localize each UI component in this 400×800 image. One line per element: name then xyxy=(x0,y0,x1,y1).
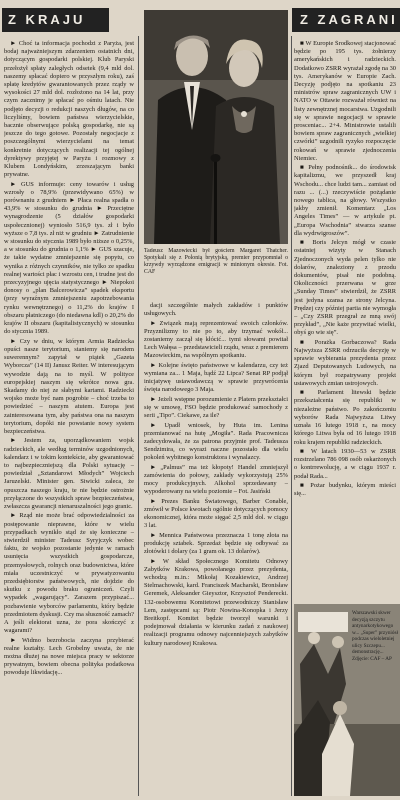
news-item: ► Czy w dniu, w którym Armia Radziecka opuści nasze terytorium, staniemy się narodem suwerennym? zapytał w piątek „Gazeta Wyborcza” (14 II) Janusz Reiter. W interesującym wywodzie dają na to myśl. W polityce europejskiej naszym się wkrótce nowa gra. Skadamy do niej ze słabymi kartami. Radziecki wojsko może być nam pogrobie – choć trzeba to powiedzieć – naszym atutem. Europa jest zainteresowana tym, aby państwa ona na naszym terytorium, dopóki nie powstanie nowy system bezpieczeństwa. xyxy=(4,337,134,435)
photo-caption: Warszawski skwer decyzją szczytu antynarkotykowego w... „Super” przyniósł podczas wieloletniej ulicy Szczepu... demonstrację... Zdjęcie: CAF – AP xyxy=(352,610,398,662)
news-item: ■ Pełny podnośnik... do środowisk kapitalizmu, we przyszedł kraj Wschodu... chce ludzi tam... zamiast od razu ... (...) rzeczywiście pożądanie nowego tablica, na głowy. Wszystko jakby zmienił. Komentarz „Los Angeles Times” — w artykule pt. „Europa Wschodnia” stwarza szanse dla wydrwigroszów”. xyxy=(294,164,396,237)
news-item: ► Upadł wniosek, by Huta im. Lenina przemianować na hutę „Mogiła”. Rada Pracownicza zadecydowała, że za patrona przyjmie prof. Tadeusza Sendzimira, co wyrazi naczne pozostało dla wielu pokoleń wybitnego konstruktora i wynalazcy. xyxy=(144,421,288,462)
mazowiecki-thatcher-photo xyxy=(144,10,288,244)
news-item: ■ W latach 1930—53 w ZSRR rozstrzelano 786 098 osób oskarżonych o kontrrewolucję, a w ciągu 1937 r. podał Rada... xyxy=(294,447,396,480)
section-heading-foreign: Z ZAGRANI xyxy=(292,8,400,32)
news-item: ► Rząd nie może brać odpowiedzialności za postępowanie nieprawne, które w wielu przypadkach wynikło stąd że się konieczne – stwierdził minister Tadeusz Syryjczyk wobec faktu, że wojsko pozostanie jedynie w ramach usunięcia wszystkich gospodarcze, przemysłowych, rolnych oraz budownictwa, które miała uczestniczyć w prywatyzowaniu przedsiębiorstw państwowych, nie dojdzie do skutku z powodu braku ograniczeń. Czyli wypadek „wagarujący”. Zarazem przypiszać... pozbawienie wyborców parlamentu, który będzie przedmiotem dyskusji. Czy ma słuszność zamach? A jeśli elektorat uzna, że pora skończyć z wagarami? xyxy=(4,512,134,635)
domestic-news-column xyxy=(4,40,134,796)
news-item: ► Mennica Państwowa przeznacza 1 tonę złota na produkcję sztabek. Sprzedaż będzie się odbywać za złotówki i dolary (za 1 gram ok. 13 dolarów). xyxy=(144,531,288,556)
news-item: ► „Palmus” ma też kłopoty! Handel zmniejszył zamówienia do połowy, zakłady wykorzystują 25% mocy produkcyjnych. Alkohol sprzedawany – wypoderowany na wielu poziomie – Fot. Jasiński xyxy=(144,463,288,496)
foreign-news-column xyxy=(294,40,396,600)
news-item: ► Kolejne święto państwowe w kalendarzu, czy też wymiana za... 1 Maja, bądź 22 Lipca? Senat RP podjął inicjatywę ustawodawczą w sprawie przywrócenia święta narodowego 3 Maja. xyxy=(144,361,288,394)
news-item: ► Związek mają reprezentować swoich członków. Przyznilizmy to nie po to, aby trzymać wokół... zostaniemy zaczął się kłócić... tymi słowami powitał Lech Wałęsa – przedstawicieli rządu, wraz z premierem Mazowieckim, na wspólnym spotkaniu. xyxy=(144,319,288,360)
news-item: ► Choć ta informacja pochodzi z Paryża, jest bodaj najważniejszym zdarzeniem ostatnich dni, dotyczącym gospodarki polskiej. Klub Paryski przełożył spłaty zaległych odsetek (9,4 mld dol. naszemy spłacać dopiero w przyszłym roku), zaś spłatę kredytów gwarantowanych przez rządy w wysokości 27 mld dol. rozłożono na 14 lat, przy czym zacznimy je spłacać po ośmiu latach. Nie podjęto decyzji o redukcji naszych długów, na co liczyliśmy, bowiem państwa wierzycielskie, bacznie obserwujące polską gospodarkę, nie są jeszcze do tego gotowe. Pozostały negocjacje z poszczególnymi wierzycielami na temat konkretnie dotyczących realizacji tej ogólnej dyrektywy przyjętej w Paryżu i rozmowy z Klubem Londyńskim, zrzeszającym banki prywatne. xyxy=(4,40,134,179)
news-item: ► W skład Społecznego Komitetu Odnowy Zabytków Krakowa, powołanego przez prezydenta, wchodzą m.in.: Mikołaj Kozakiewicz, Andrzej Stelmachowski, kard. Franciszek Macharski, Bronisław Geremek, Aleksander Gieysztor, Krzysztof Penderecki. 132-osobowemu Komitetowi przewodniczy Stanisław Lem, zastępcami są: Piotr Nowina-Konopka i Jerzy Breitkopf. Komitet będzie tworzył warunki i podejmował działania w kierunku zadań z naukowej realizacji programu odnowy najcenniejszych zabytków kultury narodowej Krakowa. xyxy=(144,557,288,647)
news-item: dacji szczególnie małych zakładów i punktów usługowych. xyxy=(144,302,288,318)
section-heading-domestic: Z KRAJU xyxy=(2,8,109,32)
news-item: ■ Boris Jelcyn mógł w czasie ostatniej wizyty w Stanach Zjednoczonych wyda pelen tylko nie dolarów, znaleziony z przodu dokumentów, pisał nie podobną. Okoliczności przerwana w grze „Sunday Times” stwierdził, że ZSRR jest jedyna szansa ze strony Jelcyna. Prędzej czy później partia nie wymogła – „Czy ZSRR przegrał ze mną swój przykład”, „Nie każe przywitać wielki, obyś go wie się”. xyxy=(294,239,396,337)
news-item: ■ Porażka Gorbaczowa? Rada Najwyższa ZSRR odrzuciła decyzję w sprawie wybierania prezydenta przez Zjazd Deputowanych Ludowych, na którym był rozpatrywany projekt ustawowych zmian ustrojowych. xyxy=(294,338,396,387)
news-item: ■ Parlament litewski będzie przekształcenia się republiki w niezależne państwo. Po zakończeniu wyborów Rada Najwyższa Litwy uznała 16 lutego 1918 r., na mocy którego Litwa była od 16 lutego 1918 roku krajem republiki radzieckich. xyxy=(294,389,396,446)
news-item: ■ W Europie Środkowej stacjonować będzie po 195 tys. żołnierzy amerykańskich i radzieckich. Dodatkowo ZSRR wyrażał zgodę na 30 tys. Amerykanów w Europie Zach. Decyzję podjęto na spotkaniu 23 ministrów spraw zagranicznych UW i NATO w Ottawie rozważał również na listy zewnętrznej mocarstwa. Uzgodnili się w sprawie negocjacji w sprawie prosceniac... 2+4. Ministrowie ustalili bowiem spraw zagranicznych „wielkiej czwórki” uzgodnili ryzyko rozpoczęcie rokowań w sprawie zjednoczenia Niemiec. xyxy=(294,40,396,162)
column-divider xyxy=(138,36,139,796)
news-item: ■ Pożar budynku, którym mieści się... xyxy=(294,481,396,498)
column-divider xyxy=(291,36,292,796)
news-item: ► Jeżeli wstępne porozumienie z Platem przekształci się w umowę, FSO będzie produkować samochody z serii „Tipo”. Ciekawe, za ile? xyxy=(144,395,288,420)
domestic-news-column-2 xyxy=(144,302,288,796)
photo-caption: Tadeusz Mazowiecki był gościem Margaret Thatcher. Spotykali się z Polonią brytyjską, premier przypomniał o krzywdy wyrządzone emigracji w minionym okresie. Fot. CAF xyxy=(144,248,288,275)
news-item: ► Prezes Banku Światowego, Barber Conable, zmówił w Polsce kwotach ogólnie dotyczących pomocy ekonomicznej, która może sięgać 2,5 mld dol. w ciągu 3 lat. xyxy=(144,497,288,530)
news-item: ► Jestem za, uporządkowaniem wojsk radzieckich, ale według terminów uzgodnionych, kalendarz i w tokim kontekście, aby gwarantować to najbezpieczniejszą dla Polski sytuację – powiedział „Sztandarowi Młodych” Wojciech Jaruzelski. Minister gen. Siwicki zaleca, że opuszcza naszego kraju, te nie będzie ostrożnie przyłączone do wszystkich spraw bezpieczeństwa, zwłaszcza gwarancji nienaruszalności jego granic. xyxy=(4,437,134,510)
news-item: ► GUS informuje: ceny towarów i usług wzrosły o 78,9% (przewidywano 65%) w porównaniu z grudniem ► Płaca realna spadła o 43,9% w stosunku do grudnia ► Przeciętne wynagrodzenie (5 działów gospodarki uspołecznionej) wyniosło 516,9 tys. zł i było wyższe o 7,8 tys. zł niż w grudniu ► Zatrudnienie w stosunku do stycznia 1989 było niższe o 0,25%, a w stosunku do grudnia o 1,1% ► GUS szacuje, że takie wydatne zmniejszenie się popytu, co wynika z różnych czynników, nie tylko ze spadku realnej wartości płac i wzrostu cen, i trudne jest do przecyzyjnego ujęcia statystycznego ► Niepokoi donosy o „plan Balcerowicza” spadek eksportu (przy wyraźnym zmniejszeniu zapotrzebowania rynku wewnętrznego) o 11,2% do krajów I obszaru płatniczego (do niedawna kdl) o 20,2% do krajów II obszaru (kapitalistycznych) w stosunku do stycznia 1989. xyxy=(4,180,134,336)
news-item: ► Widmo bezrobocia zaczyna przybierać realne kształty. Lech Grobelny uważa, że nie można dłużej na nowe miejsca pracy w sektorze prywatnym, bowiem obecna polityka podatkowa powoduje likwidację... xyxy=(4,636,134,677)
